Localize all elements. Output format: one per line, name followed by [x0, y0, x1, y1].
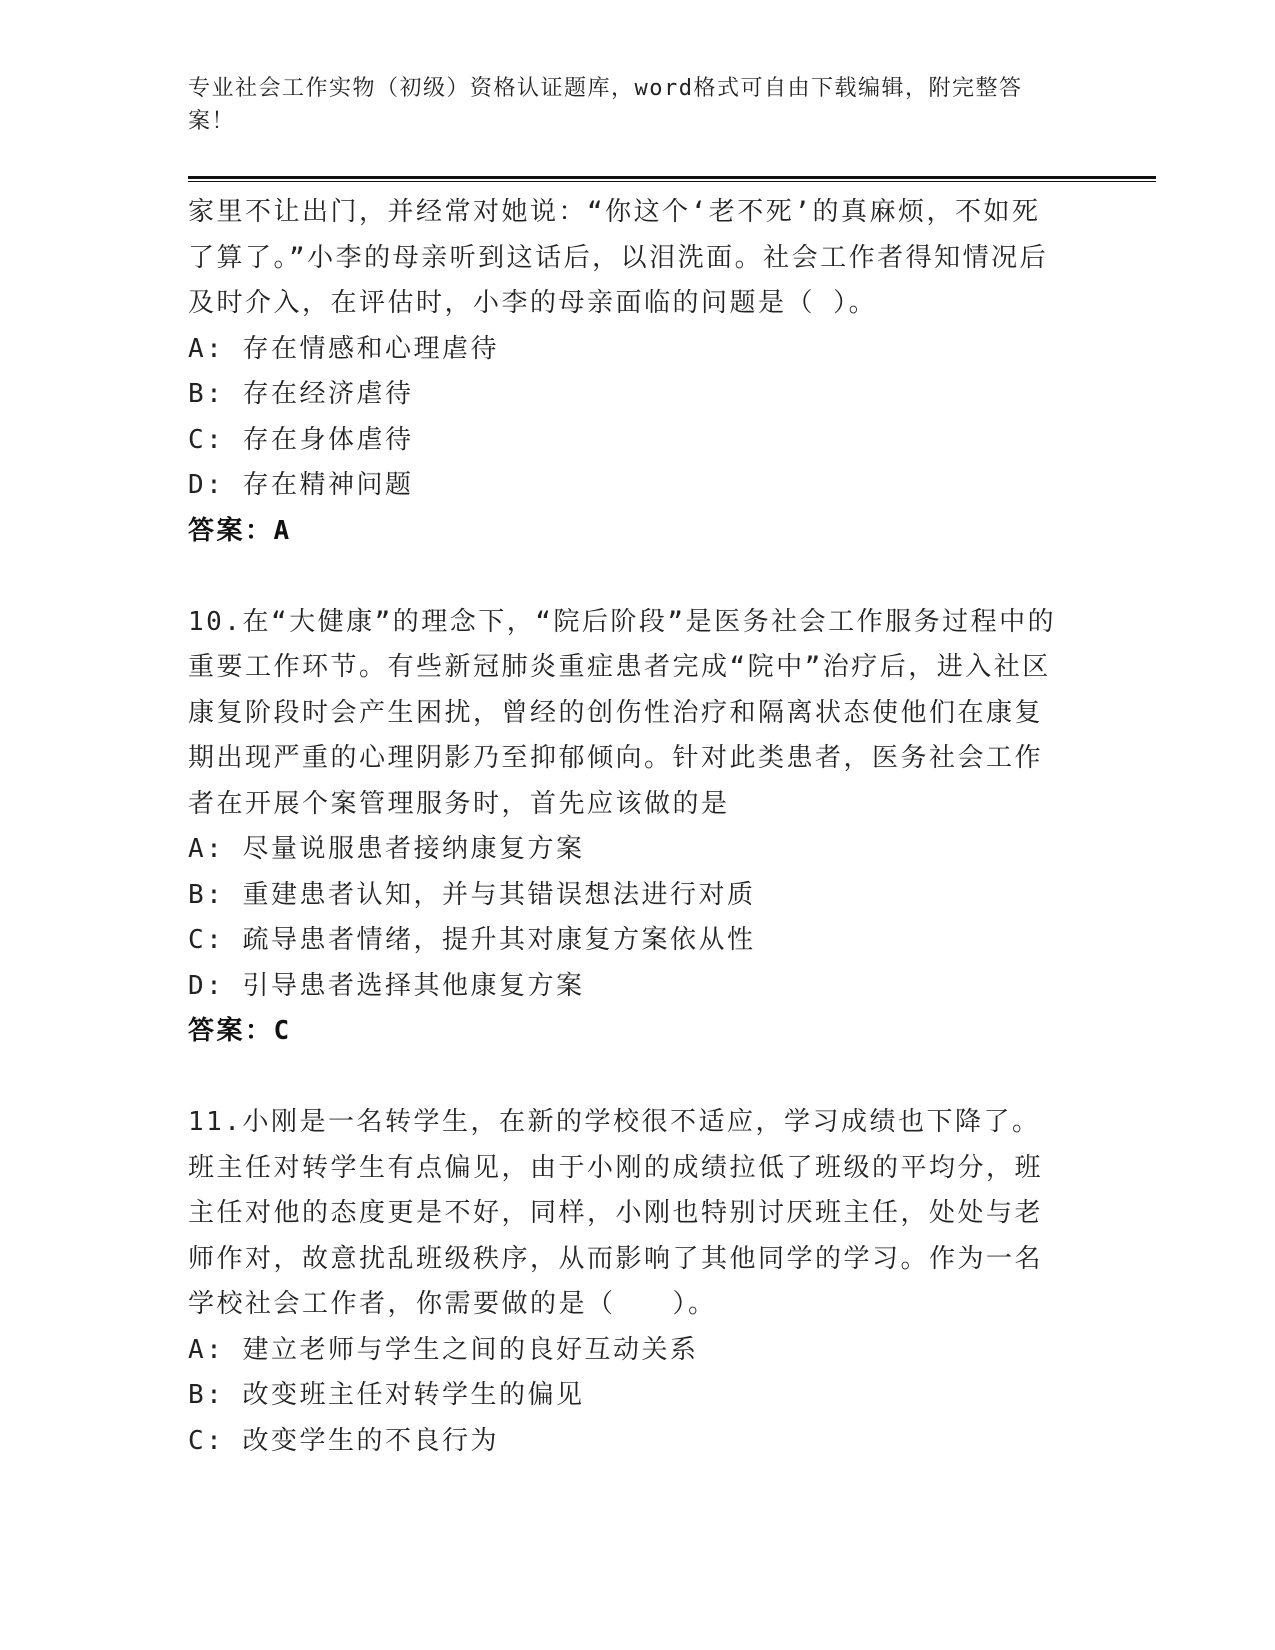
header-divider-thin	[188, 181, 1156, 182]
document-content	[188, 190, 1068, 1464]
option-d: D: 存在精神问题	[188, 470, 414, 500]
option-b: B: 重建患者认知，并与其错误想法进行对质	[188, 879, 756, 910]
option-c: C: 改变学生的不良行为	[188, 1425, 499, 1456]
answer-line: 答案：A	[188, 515, 292, 546]
page-header: 专业社会工作实物（初级）资格认证题库，word格式可自由下载编辑，附完整答案！	[188, 76, 1023, 134]
question-stem: 10.在“大健康”的理念下，“院后阶段”是医务社会工作服务过程中的重要工作环节。有些新冠肺炎重症患者完成“院中”治疗后，进入社区康复阶段时会产生困扰，曾经的创伤性治疗和隔离状态使他们在康复期出现严重的心理阴影乃至抑郁倾向。针对此类患者，医务社会工作者在开展个案管理服务时，首先应该做的是	[188, 606, 1057, 819]
question-stem: 11.小刚是一名转学生，在新的学校很不适应，学习成绩也下降了。班主任对转学生有点偏见，由于小刚的成绩拉低了班级的平均分，班主任对他的态度更是不好，同样，小刚也特别讨厌班主任，处处与老师作对，故意扰乱班级秩序，从而影响了其他同学的学习。作为一名学校社会工作者，你需要做的是（ ）。	[188, 1107, 1044, 1319]
option-c: C: 疏导患者情绪，提升其对康复方案依从性	[188, 925, 756, 955]
answer-line: 答案：C	[188, 1016, 292, 1046]
option-b: B: 改变班主任对转学生的偏见	[188, 1380, 585, 1410]
option-a: A: 存在情感和心理虐待	[188, 333, 499, 364]
option-a: A: 建立老师与学生之间的良好互动关系	[188, 1334, 699, 1365]
option-b: B: 存在经济虐待	[188, 379, 414, 409]
option-c: C: 存在身体虐待	[188, 424, 414, 455]
option-a: A: 尽量说服患者接纳康复方案	[188, 834, 585, 864]
option-d: D: 引导患者选择其他康复方案	[188, 970, 585, 1001]
question-11	[188, 1100, 1068, 1464]
question-10	[188, 600, 1068, 1055]
spacer	[188, 554, 1068, 600]
question-9	[188, 190, 1068, 554]
spacer	[188, 1055, 1068, 1101]
header-divider-thick	[188, 176, 1156, 179]
question-stem: 家里不让出门，并经常对她说：“你这个‘老不死’的真麻烦，不如死了算了。”小李的母亲听到这话后，以泪洗面。社会工作者得知情况后及时介入，在评估时，小李的母亲面临的问题是（ ）。	[188, 197, 1049, 318]
